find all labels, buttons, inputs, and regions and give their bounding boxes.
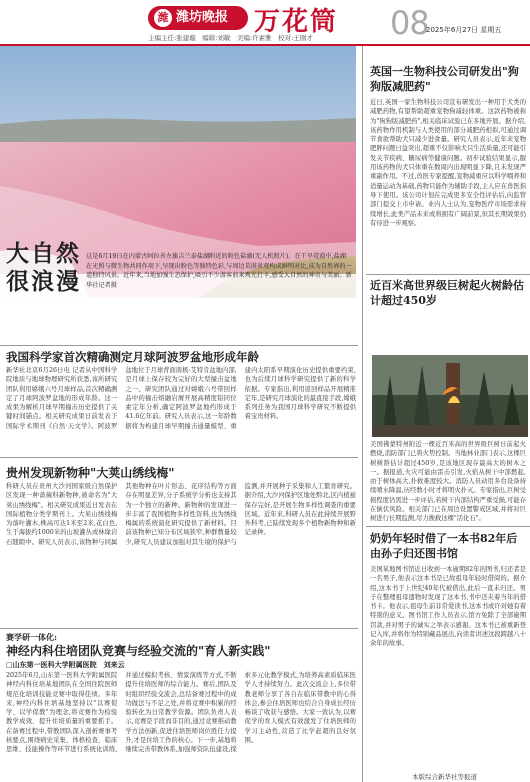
divider bbox=[0, 345, 358, 346]
feature-headline-line1: 大自然 bbox=[6, 240, 81, 267]
article-body-dog: 近日,英国一家生物科技公司宣布研发出一种用于犬类的减肥药物,有望帮助超重宠物狗减轻体重。这款药物被称为"狗狗版减肥药",相关临床试验已在多地开展。据介绍,该药物作用机制与人类使用的部分减肥药相似,可通过调节食欲帮助犬只减少进食量。研究人员表示,近年来宠物肥胖问题日益突出,超重不仅影响犬只生活质量,还可能引发关节疾病、糖尿病等健康问题。初步试验结果显示,服用该药物的犬只体重在数周内出现明显下降,且未发现严重副作用。不过,兽医专家提醒,宠物减重应以科学喂养和适量运动为基础,药物只能作为辅助手段,主人应在兽医指导下使用。该公司计划在完成更多安全性评估后,向监管部门提交上市申请。业内人士认为,宠物医疗市场需求持续增长,此类产品未来或将拥有广阔前景,但其长期效果仍有待进一步观察。 bbox=[370, 99, 526, 227]
section-name: 万花筒 bbox=[254, 7, 339, 37]
divider bbox=[0, 457, 358, 458]
article-title-dog: 英国一生物科技公司研发出"狗狗版减肥药" bbox=[370, 65, 519, 93]
divider bbox=[366, 526, 530, 527]
article-title-plant: 贵州发现新物种"大荚山绣线梅" bbox=[6, 466, 175, 480]
article-body-library: 美国某地图书馆近日收到一本逾期82年的图书,归还者是一名男子,他表示这本书是已故祖母年轻时借阅的。据介绍,这本书于上世纪40年代被借出,此后一直未归还。男子在整理祖母遗物时发现了这本书,书中还夹着当年的借书卡。他表示,祖母生前非常爱读书,这本书或许对她有着特别的意义。图书馆工作人员表示,馆方免除了全部逾期罚款,并对男子的诚实之举表示感谢。这本书已被重新登记入库,并将作为特别藏品展出,向读者讲述这段跨越八十余年的故事。 bbox=[370, 566, 526, 648]
article-kicker: 赛学研一体化: bbox=[6, 632, 57, 642]
newspaper-logo bbox=[148, 6, 248, 30]
article-title-library: 奶奶年轻时借了一本书82年后由孙子归还图书馆 bbox=[370, 532, 518, 560]
article-title-medical: 神经内科住培团队竞赛与经验交流的"育人新实践" bbox=[6, 644, 271, 658]
column-divider bbox=[362, 46, 363, 782]
feature-headline-line2: 很浪漫 bbox=[6, 268, 81, 295]
article-title-tree: 近百米高世界级巨树起火树龄估计超过450岁 bbox=[370, 279, 524, 307]
divider bbox=[0, 628, 358, 629]
page-header bbox=[0, 0, 530, 46]
tree-fire-photo bbox=[372, 355, 528, 437]
staff-credits: 主编主任:张建璇 编辑:刘敏 美编:许素雅 校对:王刚才 bbox=[148, 34, 313, 42]
article-body-moon: 新华社北京6月26日电 记者从中国科学院地质与地球物理研究所获悉,该所研究团队利用嫦娥六号月球样品,首次精确测定了月球阿波罗盆地的形成年龄。这一成果为解析月球早期撞击历史提供了关键时间锚点。相关研究成果日前发表于国际学术期刊《自然·天文学》。阿波罗盆地位于月球背面南极-艾特肯盆地内部,是月球上保存较为完好的大型撞击盆地之一。研究团队通过对嫦娥六号带回样品中的撞击熔融岩屑开展高精度铅同位素定年分析,确定阿波罗盆地约形成于41.6亿年前。研究人员表示,这一年龄数据将为构建月球早期撞击通量模型、重建内太阳系早期演化历史提供重要约束,也为后续月球科学研究提供了新的科学依据。专家指出,利用返回样品开展精准定年,是研究月球演化的最直接手段,嫦娥系列任务为我国月球科学研究不断提供着宝贵材料。 bbox=[6, 367, 356, 430]
page-number: 08 bbox=[390, 4, 429, 42]
article-body-tree: 美国佛蒙特州附近一棵近百米高的世界级巨树日前起火燃烧,消防部门已将火势控制。当地林业部门表示,这棵巨树树龄估计超过450岁,是该地区现存最高大的树木之一。据报道,火灾可能由雷击引发,火焰从树干中部燃起,由于树体高大,扑救难度较大。消防人员动用多台设备持续喷水降温,历经数小时才将明火扑灭。专家指出,巨树受损程度仍需进一步评估,若树干内部结构严重受损,可能存在倒伏风险。相关部门已在周边设置警戒区域,并将对巨树进行长期监测,尽力挽救这棵"活化石"。 bbox=[370, 441, 526, 523]
divider bbox=[366, 274, 530, 275]
feature-caption: 这是6月19日在内蒙古阿拉善左旗吉兰泰盐湖附近的粉色盐湖(无人机照片)。在干旱荒漠中,盐湖在光照与微生物共同作用下,呈现出粉色等独特色彩,与周边荒漠景观构成鲜明对比,成为自然界的一道独特风景。近年来,当地加强生态保护,吸引不少游客前来观光打卡,感受大自然的神奇与美丽。新华社记者摄 bbox=[86, 253, 352, 289]
issue-date: 2025年6月27日 星期五 bbox=[426, 26, 502, 34]
footer-note: 本版综合新华社等报道 bbox=[412, 773, 477, 781]
article-body-plant: 科研人员在贵州大沙河国家级自然保护区发现一种蔷薇科新物种,被命名为"大荚山绣线梅"。相关研究成果近日发表在国际植物分类学期刊上。大荚山绣线梅为落叶灌木,株高可达1米至2米,花白色,生于海拔约1000米的山坡灌丛或林缘岩石缝隙中。研究人员表示,该物种与同属其他物种在叶片形态、花序结构等方面存在明显差异,分子系统学分析也支持其为一个独立的新种。新物种的发现进一步丰富了我国植物多样性资料,也为绣线梅属的系统演化研究提供了新材料。目前该物种已知分布区域狭窄,种群数量较少,研究人员建议加强对其生境的保护与监测,并开展种子采集和人工繁育研究。据介绍,大沙河保护区地处黔北,区内植被保存完好,是开展生物多样性调查的重要区域。近年来,科研人员在此持续开展野外科考,已陆续发现多个植物新物种和新记录种。 bbox=[6, 483, 356, 546]
feature-headline bbox=[6, 240, 81, 296]
article-byline: □山东第一医科大学附属医院 刘来云 bbox=[6, 660, 125, 669]
logo-mark-icon: 潍 bbox=[154, 9, 172, 27]
article-body-medical: 2025年6月,山东第一医科大学附属医院神经内科住培基地团队在全国住院医师规范化培训技能竞赛中取得佳绩。多年来,神经内科住培基地坚持以"以赛促学、以学促教"为理念,将竞赛作为检验教学成效、提升住培质量的重要抓手。在备赛过程中,带教团队深入剖析赛事考核要点,围绕病史采集、体格检查、临床思维、技能操作等环节进行系统化训练,并通过模拟考核、情景演练等方式,不断提升住培医师的综合能力。赛后,团队及时组织经验交流会,总结备赛过程中的成功做法与不足之处,并将竞赛中积累的经验转化为日常教学资源。团队负责人表示,竞赛是手段而非目的,通过竞赛推动教学方法创新,促进住培医师岗位胜任力提升,才是住培工作的核心。下一步,基地将继续完善带教体系,加强师资队伍建设,探索多元化教学模式,为培养高素质临床医学人才持续努力。此次交流会上,多位带教老师分享了各自在临床带教中的心得体会,参会住培医师也结合自身成长经历畅谈了收获与感悟。大家一致认为,以赛促学的育人模式有效激发了住培医师的学习主动性,营造了比学赶超的良好氛围。 bbox=[6, 672, 356, 754]
logo-text: 潍坊晚报 bbox=[176, 10, 229, 25]
article-title-moon: 我国科学家首次精确测定月球阿波罗盆地形成年龄 bbox=[6, 350, 259, 364]
